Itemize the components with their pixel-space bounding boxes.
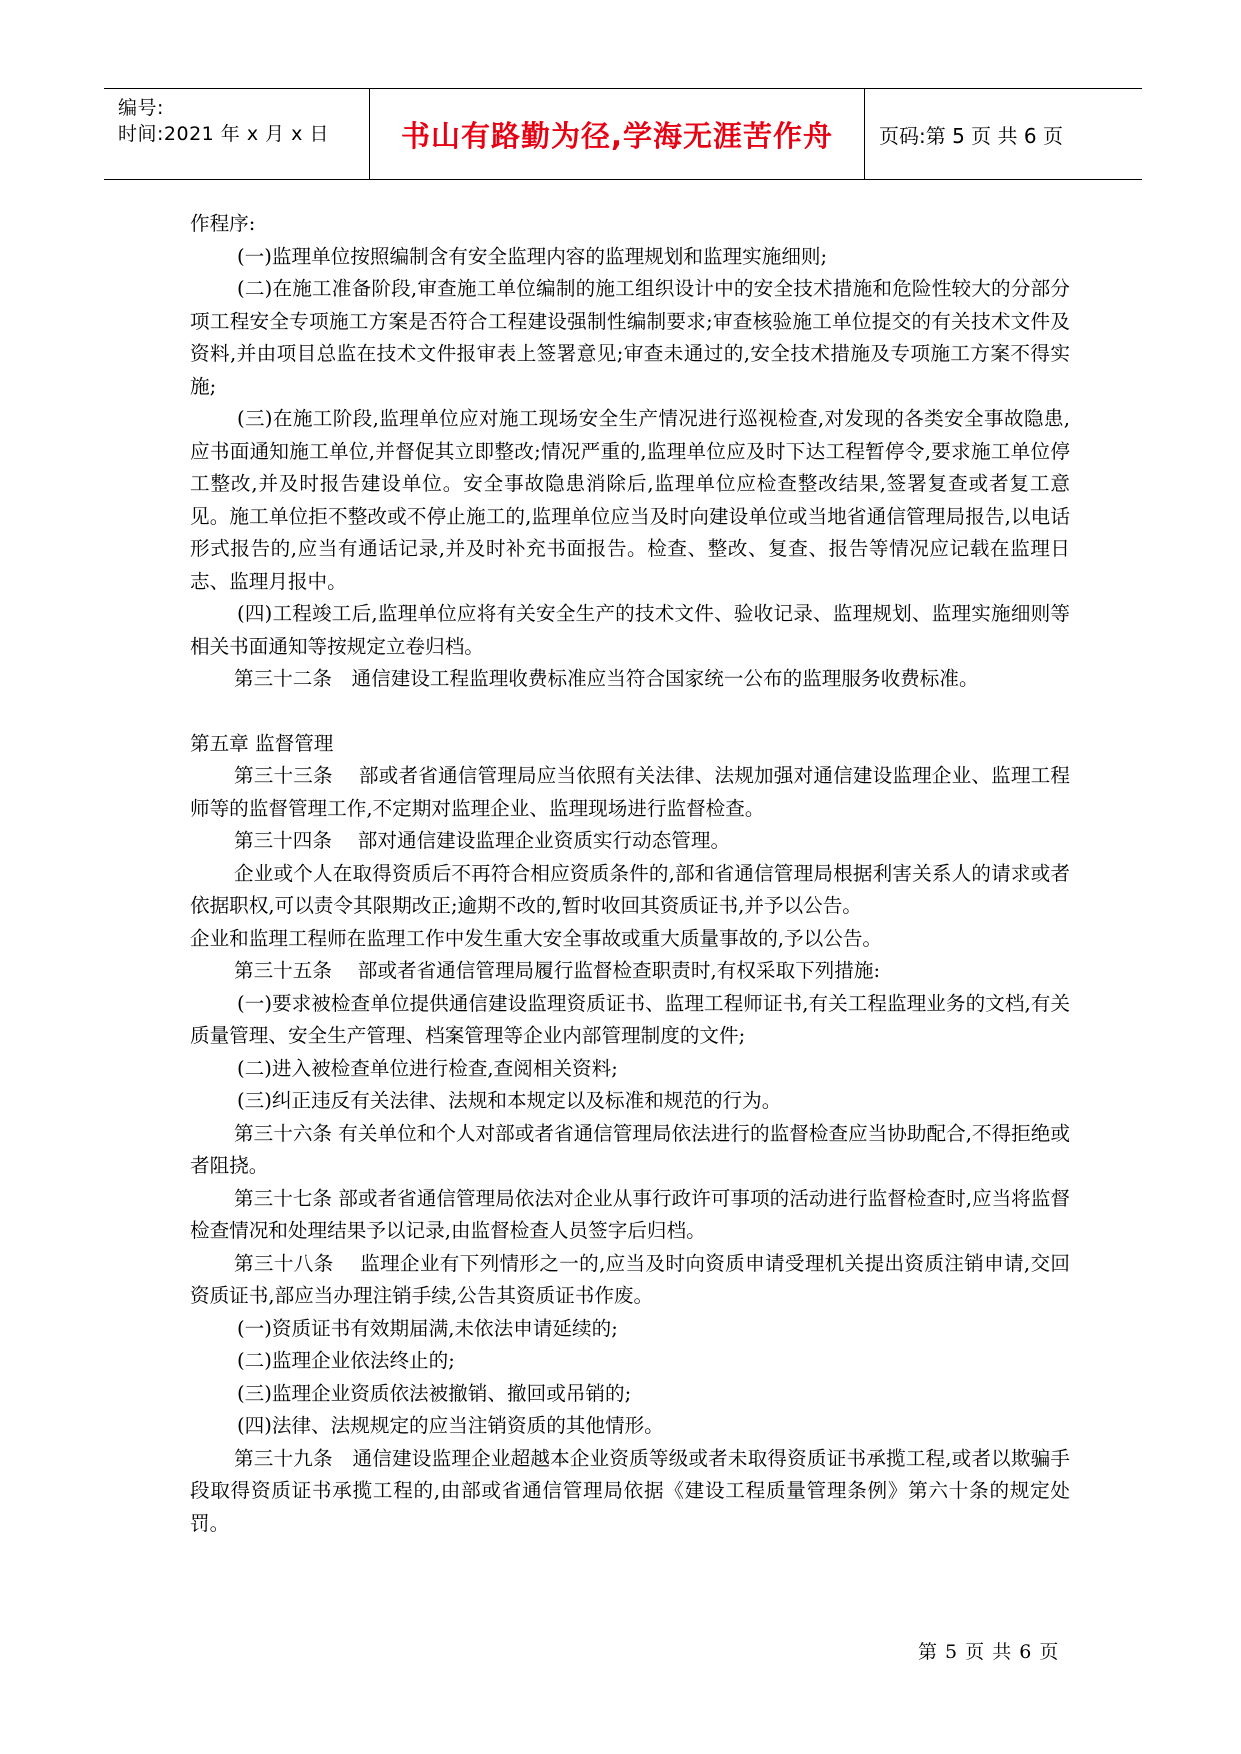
body-paragraph: 企业或个人在取得资质后不再符合相应资质条件的,部和省通信管理局根据利害关系人的请求或者依据职权,可以责令其限期改正;逾期不改的,暂时收回其资质证书,并予以公告。 [190, 861, 1070, 917]
body-paragraph: 第三十三条 部或者省通信管理局应当依照有关法律、法规加强对通信建设监理企业、监理工程师等的监督管理工作,不定期对监理企业、监理现场进行监督检查。 [190, 764, 1070, 820]
body-paragraph: (三)在施工阶段,监理单位应对施工现场安全生产情况进行巡视检查,对发现的各类安全事故隐患,应书面通知施工单位,并督促其立即整改;情况严重的,监理单位应及时下达工程暂停令,要求施工单位停工整改,并及时报告建设单位。安全事故隐患消除后,监理单位应检查整改结果,签署复查或者复工意见。施工单位拒不整改或不停止施工的,监理单位应当及时向建设单位或当地省通信管理局报告,以电话形式报告的,应当有通话记录,并及时补充书面报告。检查、整改、复查、报告等情况应记载在监理日志、监理月报中。 [190, 407, 1070, 593]
body-paragraph: 第三十九条 通信建设监理企业超越本企业资质等级或者未取得资质证书承揽工程,或者以欺骗手段取得资质证书承揽工程的,由部或省通信管理局依据《建设工程质量管理条例》第六十条的规定处罚。 [190, 1446, 1070, 1535]
time-label: 时间:2021 年 x 月 x 日 [118, 123, 329, 145]
footer-page-number: 第 5 页 共 6 页 [918, 1641, 1060, 1663]
body-paragraph: (一)监理单位按照编制含有安全监理内容的监理规划和监理实施细则; [237, 244, 828, 268]
body-paragraph: 第三十五条 部或者省通信管理局履行监督检查职责时,有权采取下列措施: [234, 959, 881, 982]
body-paragraph: (三)纠正违反有关法律、法规和本规定以及标准和规范的行为。 [237, 1089, 782, 1112]
header-motto-cell [370, 89, 865, 179]
body-paragraph: (四)工程竣工后,监理单位应将有关安全生产的技术文件、验收记录、监理规划、监理实施细则等相关书面通知等按规定立卷归档。 [190, 602, 1070, 658]
motto-text: 书山有路勤为径,学海无涯苦作舟 [400, 118, 834, 153]
paragraph-spacer [190, 696, 1070, 728]
body-paragraph: 作程序: [190, 212, 256, 235]
body-paragraph: (二)进入被检查单位进行检查,查阅相关资料; [237, 1056, 618, 1080]
body-paragraph: 企业和监理工程师在监理工作中发生重大安全事故或重大质量事故的,予以公告。 [190, 926, 883, 950]
body-paragraph: (二)在施工准备阶段,审查施工单位编制的施工组织设计中的安全技术措施和危险性较大的分部分项工程安全专项施工方案是否符合工程建设强制性编制要求;审查核验施工单位提交的有关技术文件及资料,并由项目总监在技术文件报审表上签署意见;审查未通过的,安全技术措施及专项施工方案不得实施; [190, 277, 1070, 398]
body-paragraph: 第三十四条 部对通信建设监理企业资质实行动态管理。 [234, 829, 731, 852]
page-header-table [104, 88, 1142, 180]
body-paragraph: (四)法律、法规规定的应当注销资质的其他情形。 [237, 1414, 664, 1437]
body-paragraph: (二)监理企业依法终止的; [237, 1349, 455, 1372]
body-paragraph: 第三十八条 监理企业有下列情形之一的,应当及时向资质申请受理机关提出资质注销申请,交回资质证书,部应当办理注销手续,公告其资质证书作废。 [190, 1251, 1070, 1307]
body-paragraph: 第五章 监督管理 [190, 731, 334, 755]
body-paragraph: (一)资质证书有效期届满,未依法申请延续的; [237, 1316, 618, 1340]
document-body [190, 208, 1070, 1540]
body-paragraph: (三)监理企业资质依法被撤销、撤回或吊销的; [237, 1381, 632, 1405]
header-page-number: 页码:第 5 页 共 6 页 [879, 123, 1063, 148]
serial-number-label: 编号: [118, 97, 164, 119]
body-paragraph: (一)要求被检查单位提供通信建设监理资质证书、监理工程师证书,有关工程监理业务的文档,有关质量管理、安全生产管理、档案管理等企业内部管理制度的文件; [190, 991, 1070, 1047]
header-page-cell [865, 89, 1142, 179]
body-paragraph: 第三十七条 部或者省通信管理局依法对企业从事行政许可事项的活动进行监督检查时,应当将监督检查情况和处理结果予以记录,由监督检查人员签字后归档。 [190, 1186, 1070, 1242]
body-paragraph: 第三十六条 有关单位和个人对部或者省通信管理局依法进行的监督检查应当协助配合,不得拒绝或者阻挠。 [190, 1121, 1070, 1177]
body-paragraph: 第三十二条 通信建设工程监理收费标准应当符合国家统一公布的监理服务收费标准。 [234, 667, 979, 690]
header-meta-cell [104, 89, 370, 179]
